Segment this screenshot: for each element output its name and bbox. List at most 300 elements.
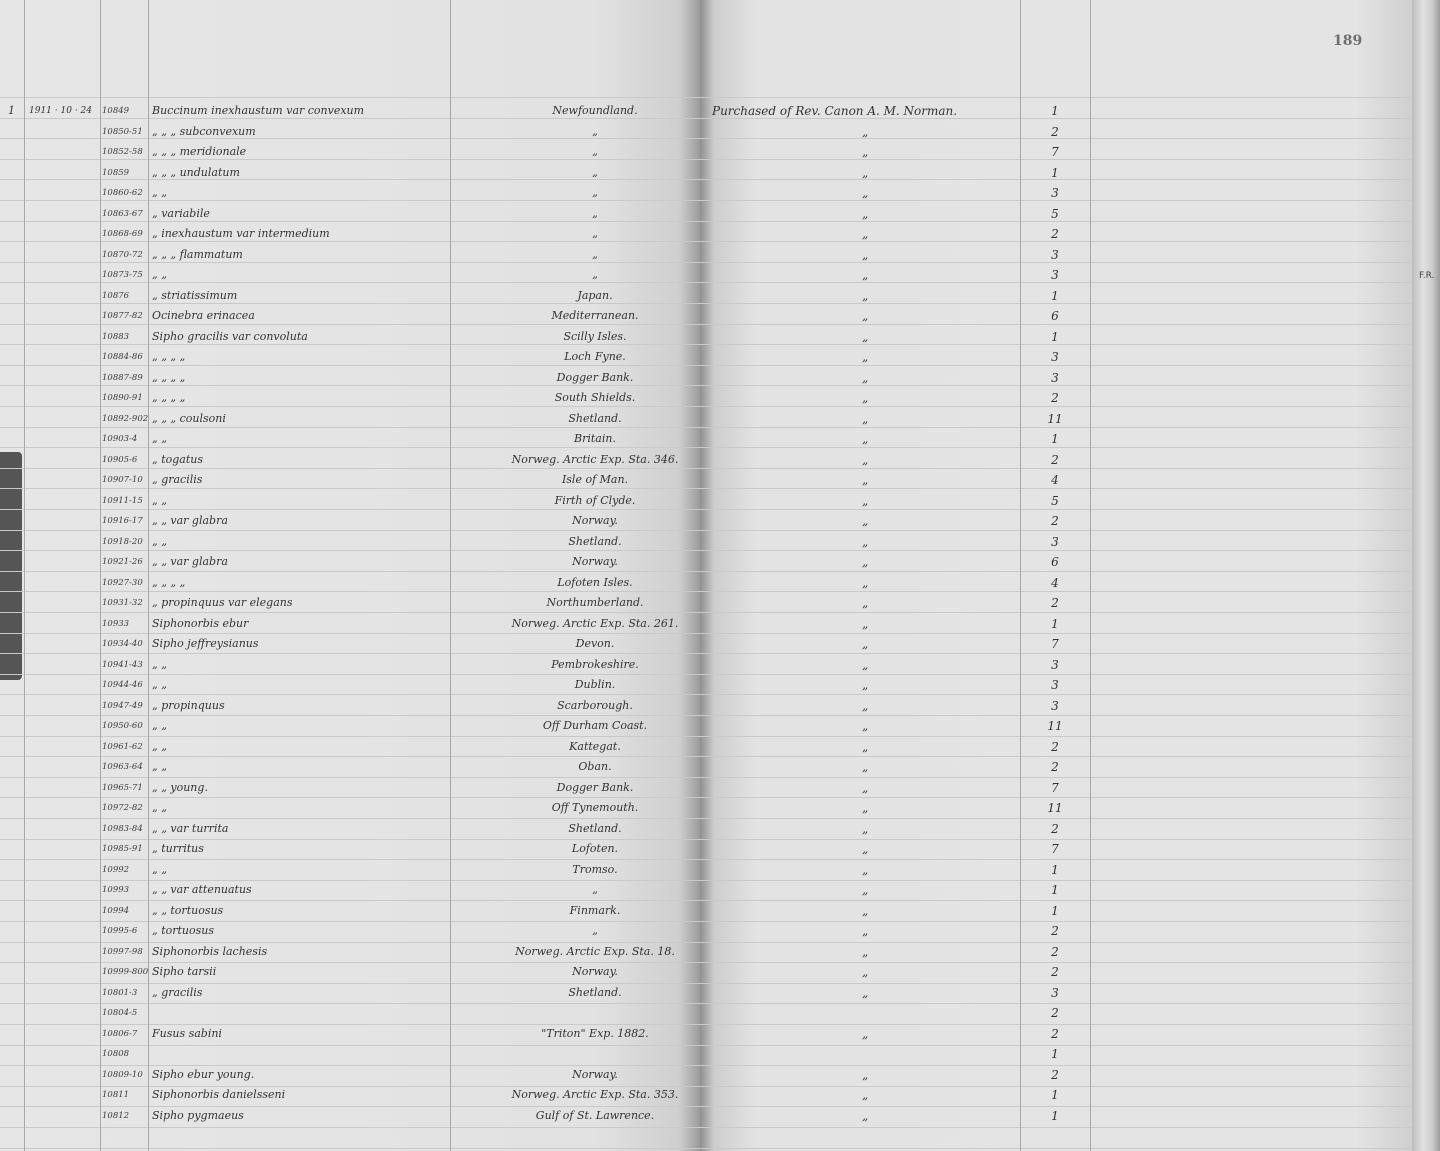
column-divider: [24, 0, 25, 1151]
specimen-count: 11: [1047, 801, 1063, 815]
species-name: „ „ young.: [152, 780, 208, 794]
ruled-line: [0, 1106, 1412, 1107]
ruled-line: [0, 200, 1412, 201]
locality: Britain.: [574, 432, 616, 445]
ruled-line: [0, 983, 1412, 984]
locality: Norweg. Arctic Exp. Sta. 346.: [511, 452, 679, 466]
source: „: [862, 186, 869, 200]
specimen-count: 1: [1051, 104, 1059, 118]
bookmark-tab: [0, 452, 22, 680]
specimen-count: 3: [1051, 370, 1059, 385]
specimen-count: 11: [1047, 719, 1063, 733]
locality: Finmark.: [569, 903, 621, 917]
source: „: [862, 391, 869, 405]
ruled-line: [0, 818, 1412, 819]
locality: Loch Fyne.: [564, 350, 626, 363]
locality: Pembrokeshire.: [551, 657, 639, 671]
ruled-line: [0, 859, 1412, 860]
species-name: „ „: [152, 739, 167, 753]
source: „: [862, 698, 869, 713]
ruled-line: [0, 633, 1412, 634]
ruled-line: [0, 1024, 1412, 1025]
entry-date: 1911 · 10 · 24: [29, 106, 92, 116]
locality: Gulf of St. Lawrence.: [535, 1108, 655, 1122]
locality: „: [592, 186, 598, 199]
source: „: [862, 1108, 869, 1123]
locality: Lofoten Isles.: [557, 575, 633, 589]
locality: Firth of Clyde.: [554, 493, 636, 507]
specimen-count: 3: [1051, 268, 1059, 282]
source: „: [862, 165, 869, 180]
specimen-count: 2: [1051, 739, 1059, 754]
ruled-line: [0, 839, 1412, 840]
register-number: 10887-89: [102, 372, 143, 383]
register-number: 10808: [102, 1049, 130, 1059]
register-number: 10876: [102, 290, 130, 301]
source: „: [862, 309, 869, 323]
specimen-count: 11: [1047, 411, 1063, 426]
register-number: 10944-46: [102, 680, 143, 690]
specimen-count: 6: [1051, 555, 1059, 569]
specimen-count: 3: [1051, 247, 1059, 262]
species-name: Siphonorbis danielsseni: [152, 1088, 286, 1101]
species-name: „ gracilis: [152, 473, 203, 486]
specimen-count: 1: [1051, 1047, 1059, 1061]
register-number: 10911-15: [102, 495, 143, 506]
register-number: 10905-6: [102, 454, 138, 465]
specimen-count: 2: [1051, 124, 1059, 139]
locality: Norway.: [572, 514, 618, 527]
source: „: [862, 883, 869, 897]
source: „: [862, 227, 869, 241]
register-number: 10972-82: [102, 803, 143, 813]
specimen-count: 2: [1051, 760, 1059, 774]
register-number: 10806-7: [102, 1028, 138, 1039]
register-number: 10809-10: [102, 1069, 143, 1080]
species-name: Sipho gracilis var convoluta: [152, 329, 308, 343]
register-number: 10993: [102, 885, 130, 895]
locality: Norweg. Arctic Exp. Sta. 353.: [511, 1088, 679, 1101]
register-number: 10890-91: [102, 393, 143, 403]
register-number: 10873-75: [102, 270, 143, 280]
register-number: 10921-26: [102, 557, 143, 567]
locality: „: [592, 883, 598, 896]
register-number: 10999-800: [102, 967, 149, 977]
specimen-count: 2: [1051, 452, 1059, 467]
ruled-line: [0, 1045, 1412, 1046]
locality: Shetland.: [568, 534, 622, 548]
locality: „: [592, 247, 598, 261]
ruled-line: [0, 385, 1412, 386]
ruled-line: [0, 1127, 1412, 1128]
source: „: [862, 370, 869, 385]
specimen-count: 1: [1051, 616, 1059, 631]
specimen-count: 1: [1051, 329, 1059, 344]
source: „: [862, 411, 869, 426]
ruled-line: [0, 159, 1412, 160]
specimen-count: 2: [1051, 1067, 1059, 1082]
source: „: [862, 801, 869, 815]
ruled-line: [0, 365, 1412, 366]
species-name: „ „: [152, 862, 167, 876]
register-number: 10963-64: [102, 762, 143, 772]
source: „: [862, 944, 869, 959]
species-name: „ „: [152, 186, 167, 199]
source: „: [862, 842, 869, 856]
source: „: [862, 616, 869, 631]
species-name: „ „ tortuosus: [152, 903, 224, 917]
register-number: 10811: [102, 1090, 130, 1100]
locality: Norweg. Arctic Exp. Sta. 18.: [515, 944, 675, 958]
register-number: 10907-10: [102, 475, 143, 485]
ruled-line: [0, 591, 1412, 592]
register-number: 10883: [102, 331, 130, 342]
species-name: „ „: [152, 760, 167, 773]
specimen-count: 2: [1051, 391, 1059, 405]
locality: Dogger Bank.: [556, 780, 634, 794]
register-number: 10918-20: [102, 536, 143, 547]
locality: Scarborough.: [557, 698, 633, 712]
specimen-count: 1: [1051, 862, 1059, 877]
register-number: 10931-32: [102, 598, 143, 608]
specimen-count: 2: [1051, 821, 1059, 836]
species-name: Siphonorbis ebur: [152, 616, 249, 630]
species-name: „ „ „ „: [152, 575, 186, 589]
register-number: 10804-5: [102, 1008, 138, 1018]
specimen-count: 2: [1051, 1006, 1059, 1020]
register-number: 10801-3: [102, 987, 138, 998]
ruled-line: [0, 97, 1412, 98]
specimen-count: 3: [1051, 350, 1059, 364]
ruled-line: [0, 509, 1412, 510]
ruled-line: [0, 530, 1412, 531]
specimen-count: 7: [1051, 637, 1059, 651]
species-name: „ striatissimum: [152, 288, 238, 302]
species-name: „ „ var glabra: [152, 555, 228, 568]
source: „: [862, 760, 869, 774]
locality: Mediterranean.: [551, 309, 639, 322]
source: „: [862, 1067, 869, 1082]
source: „: [862, 985, 869, 1000]
ruled-line: [0, 797, 1412, 798]
ruled-line: [0, 1065, 1412, 1066]
source: „: [862, 288, 869, 303]
ruled-line: [0, 921, 1412, 922]
species-name: „ tortuosus: [152, 924, 214, 937]
ruled-line: [0, 756, 1412, 757]
locality: Norweg. Arctic Exp. Sta. 261.: [511, 616, 679, 630]
register-number: 10916-17: [102, 516, 143, 526]
ruled-line: [0, 612, 1412, 613]
source: „: [862, 1026, 869, 1041]
source: „: [862, 145, 869, 159]
source: „: [862, 780, 869, 795]
specimen-count: 3: [1051, 657, 1059, 672]
species-name: „ „ „ „: [152, 350, 186, 363]
species-name: Ocinebra erinacea: [152, 309, 255, 322]
locality: Off Durham Coast.: [542, 719, 648, 732]
species-name: „ „: [152, 678, 167, 691]
register-number: 10863-67: [102, 208, 143, 219]
ruled-line: [0, 571, 1412, 572]
source: „: [862, 657, 869, 672]
species-name: „ „ „ subconvexum: [152, 124, 256, 138]
source: „: [862, 575, 869, 590]
locality: Scilly Isles.: [563, 329, 627, 343]
ruled-line: [0, 427, 1412, 428]
specimen-count: 4: [1051, 473, 1059, 487]
locality: „: [592, 165, 598, 179]
specimen-count: 3: [1051, 985, 1059, 1000]
specimen-count: 1: [1051, 903, 1059, 918]
ruled-line: [0, 447, 1412, 448]
source: „: [862, 329, 869, 344]
locality: Shetland.: [568, 411, 622, 425]
specimen-count: 1: [1051, 165, 1059, 180]
source: „: [862, 637, 869, 651]
locality: Shetland.: [568, 821, 622, 835]
register-number: 10849: [102, 106, 130, 116]
locality: Norway.: [572, 555, 618, 568]
specimen-count: 3: [1051, 534, 1059, 549]
ruled-line: [0, 1148, 1412, 1149]
specimen-count: 2: [1051, 227, 1059, 241]
species-name: „ „: [152, 534, 167, 548]
specimen-count: 7: [1051, 780, 1059, 795]
specimen-count: 1: [1051, 288, 1059, 303]
line-number: 1: [8, 104, 15, 117]
species-name: „ „ „ „: [152, 391, 186, 404]
source: „: [862, 678, 869, 692]
species-name: „ „ „ coulsoni: [152, 411, 226, 425]
register-number: 10852-58: [102, 147, 143, 157]
locality: Dogger Bank.: [556, 370, 634, 384]
source: „: [862, 1088, 869, 1102]
source: „: [862, 596, 869, 610]
source: „: [862, 350, 869, 364]
specimen-count: 5: [1051, 493, 1059, 508]
register-number: 10994: [102, 905, 130, 916]
specimen-count: 2: [1051, 944, 1059, 959]
locality: „: [592, 124, 598, 138]
specimen-count: 4: [1051, 575, 1059, 590]
specimen-count: 2: [1051, 514, 1059, 528]
ruled-line: [0, 674, 1412, 675]
specimen-count: 7: [1051, 842, 1059, 856]
species-name: Siphonorbis lachesis: [152, 944, 268, 958]
register-number: 10950-60: [102, 721, 143, 731]
species-name: „ propinquus: [152, 698, 225, 712]
ruled-line: [0, 324, 1412, 325]
ruled-line: [0, 344, 1412, 345]
species-name: „ „ var attenuatus: [152, 883, 252, 896]
source: „: [862, 206, 869, 221]
locality: Lofoten.: [571, 842, 619, 855]
source: „: [862, 924, 869, 938]
locality: „: [592, 145, 598, 158]
specimen-count: 3: [1051, 678, 1059, 692]
ruled-line: [0, 880, 1412, 881]
species-name: „ „: [152, 801, 167, 814]
species-name: „ „: [152, 657, 167, 671]
ruled-line: [0, 962, 1412, 963]
locality: Oban.: [578, 760, 612, 773]
specimen-count: 2: [1051, 924, 1059, 938]
source: „: [862, 493, 869, 508]
ruled-line: [0, 221, 1412, 222]
species-name: „ propinquus var elegans: [152, 596, 293, 609]
ruled-line: [0, 736, 1412, 737]
source: „: [862, 473, 869, 487]
species-name: „ „ „ flammatum: [152, 247, 243, 261]
register-number: 10860-62: [102, 188, 143, 198]
specimen-count: 6: [1051, 309, 1059, 323]
register-number: 10985-91: [102, 844, 143, 854]
ruled-line: [0, 694, 1412, 695]
source: „: [862, 719, 869, 733]
source: „: [862, 862, 869, 877]
source: „: [862, 247, 869, 262]
register-number: 10961-62: [102, 741, 143, 752]
species-name: Sipho jeffreysianus: [152, 637, 259, 650]
source: „: [862, 739, 869, 754]
specimen-count: 2: [1051, 965, 1059, 979]
locality: Isle of Man.: [561, 473, 629, 486]
locality: Devon.: [575, 637, 615, 650]
species-name: „ „: [152, 493, 167, 507]
species-name: „ „: [152, 719, 167, 732]
register-number: 10947-49: [102, 700, 143, 711]
species-name: „ inexhaustum var intermedium: [152, 227, 330, 240]
ruled-line: [0, 282, 1412, 283]
locality: Newfoundland.: [552, 104, 638, 117]
register-number: 10812: [102, 1110, 130, 1121]
species-name: „ „ „ „: [152, 370, 186, 384]
ruled-line: [0, 303, 1412, 304]
locality: "Triton" Exp. 1882.: [541, 1026, 649, 1040]
locality: Northumberland.: [546, 596, 644, 609]
specimen-count: 2: [1051, 596, 1059, 610]
ruled-line: [0, 1086, 1412, 1087]
locality: „: [592, 924, 598, 937]
register-number: 10850-51: [102, 126, 143, 137]
species-name: „ „ „ undulatum: [152, 165, 240, 179]
locality: Norway.: [572, 965, 618, 978]
species-name: „ turritus: [152, 842, 204, 855]
ruled-line: [0, 241, 1412, 242]
species-name: „ „ var turrita: [152, 821, 229, 835]
ruled-line: [0, 900, 1412, 901]
specimen-count: 5: [1051, 206, 1059, 221]
locality: Japan.: [577, 288, 613, 302]
locality: Norway.: [572, 1067, 618, 1081]
ruled-line: [0, 777, 1412, 778]
species-name: Buccinum inexhaustum var convexum: [152, 104, 365, 117]
source: „: [862, 514, 869, 528]
species-name: Fusus sabini: [152, 1026, 222, 1040]
ruled-line: [0, 1003, 1412, 1004]
locality: South Shields.: [554, 391, 636, 404]
source: „: [862, 534, 869, 549]
register-number: 10903-4: [102, 434, 138, 444]
specimen-count: 1: [1051, 1108, 1059, 1123]
ruled-line: [0, 406, 1412, 407]
register-number: 10927-30: [102, 577, 143, 588]
ruled-line: [0, 488, 1412, 489]
specimen-count: 1: [1051, 883, 1059, 897]
locality: Kattegat.: [569, 739, 621, 753]
species-name: „ „: [152, 268, 167, 281]
locality: Tromso.: [572, 862, 618, 876]
specimen-count: 1: [1051, 432, 1059, 446]
ruled-line: [0, 715, 1412, 716]
locality: „: [592, 268, 598, 281]
margin-note: F.R.: [1419, 271, 1435, 281]
source: „: [862, 903, 869, 918]
species-name: „ „ var glabra: [152, 514, 228, 527]
locality: „: [592, 227, 598, 240]
register-number: 10884-86: [102, 352, 143, 362]
ruled-line: [0, 942, 1412, 943]
column-divider: [148, 0, 149, 1151]
ruled-line: [0, 118, 1412, 119]
source: „: [862, 452, 869, 467]
species-name: Sipho tarsii: [152, 965, 217, 978]
specimen-count: 2: [1051, 1026, 1059, 1041]
specimen-count: 7: [1051, 145, 1059, 159]
register-number: 10870-72: [102, 249, 143, 260]
source: „: [862, 432, 869, 446]
specimen-count: 3: [1051, 698, 1059, 713]
ruled-line: [0, 468, 1412, 469]
source: „: [862, 555, 869, 569]
register-number: 10877-82: [102, 311, 143, 321]
source: „: [862, 268, 869, 282]
species-name: „ „ „ meridionale: [152, 145, 247, 158]
specimen-count: 1: [1051, 1088, 1059, 1102]
column-divider: [100, 0, 101, 1151]
register-number: 10995-6: [102, 926, 138, 936]
locality: Shetland.: [568, 985, 622, 999]
ruled-line: [0, 550, 1412, 551]
register-number: 10992: [102, 864, 130, 875]
species-name: „ togatus: [152, 452, 203, 466]
species-name: Sipho ebur young.: [152, 1067, 255, 1081]
column-divider: [1090, 0, 1091, 1151]
register-number: 10983-84: [102, 823, 143, 834]
species-name: „ gracilis: [152, 985, 203, 999]
source: Purchased of Rev. Canon A. M. Norman.: [712, 104, 958, 118]
register-number: 10997-98: [102, 946, 143, 957]
register-number: 10868-69: [102, 229, 143, 239]
register-number: 10859: [102, 167, 130, 178]
page-edge: [1412, 0, 1440, 1151]
register-number: 10933: [102, 618, 130, 629]
column-divider: [450, 0, 451, 1151]
species-name: „ „: [152, 432, 167, 445]
source: „: [862, 821, 869, 836]
ruled-line: [0, 653, 1412, 654]
locality: Off Tynemouth.: [551, 801, 639, 814]
register-number: 10892-902: [102, 413, 149, 424]
species-name: „ variabile: [152, 206, 210, 220]
source: „: [862, 965, 869, 979]
column-divider: [1020, 0, 1021, 1151]
register-number: 10941-43: [102, 659, 143, 670]
register-number: 10934-40: [102, 639, 143, 649]
species-name: Sipho pygmaeus: [152, 1108, 244, 1122]
source: „: [862, 124, 869, 139]
